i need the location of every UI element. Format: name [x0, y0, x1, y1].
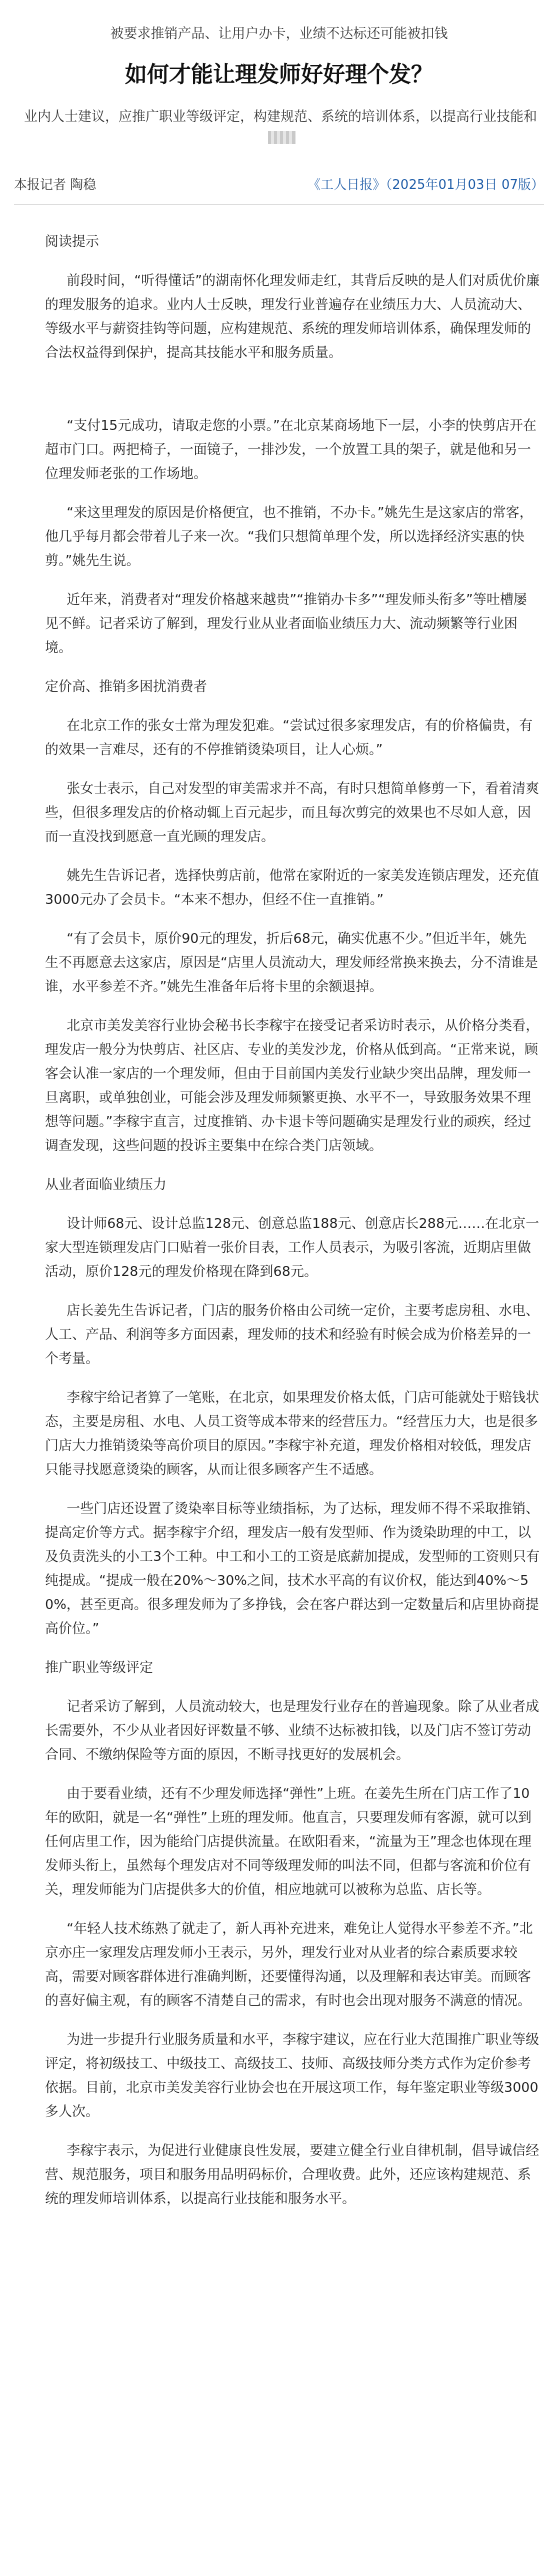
lead-summary [18, 106, 543, 150]
lead-text: 业内人士建议，应推广职业等级评定，构建规范、系统的培训体系，以提高行业技能和 [24, 109, 537, 125]
paragraph: 为进一步提升行业服务质量和水平，李稼宇建议，应在行业大范围推广职业等级评定，将初级技工、中级技工、高级技工、技师、高级技师分类方式作为定价参考依据。目前，北京市美发美容行业协会也在开展这项工作，每年鉴定职业等级3000多人次。 [45, 2032, 540, 2120]
section-heading: 定价高、推销多困扰消费者 [45, 679, 207, 695]
paragraph: 设计师68元、设计总监128元、创意总监188元、创意店长288元……在北京一家大型连锁理发店门口贴着一张价目表，工作人员表示，为吸引客流，近期店里做活动，原价128元的理发价格现在降到68元。 [45, 1216, 540, 1280]
paragraph: 近年来，消费者对“理发价格越来越贵”“推销办卡多”“理发师头衔多”等吐槽屡见不鲜。记者采访了解到，理发行业从业者面临业绩压力大、流动频繁等行业困境。 [45, 592, 528, 656]
byline-bar [14, 172, 544, 200]
page-title: 如何才能让理发师好好理个发？ [124, 63, 433, 88]
divider [14, 204, 544, 205]
paragraph: 由于要看业绩，还有不少理发师选择“弹性”上班。在姜先生所在门店工作了10年的欧阳，就是一名“弹性”上班的理发师。他直言，只要理发师有客源，就可以到任何店里工作，因为能给门店提供流量。在欧阳看来，“流量为王”理念也体现在理发师头衔上，虽然每个理发店对不同等级理发师的叫法不同，但都与客流和价位有关，理发师能为门店提供多大的价值，相应地就可以被称为总监、店长等。 [45, 1786, 532, 1898]
paragraph: 一些门店还设置了烫染率目标等业绩指标，为了达标，理发师不得不采取推销、提高定价等方式。据李稼宇介绍，理发店一般有发型师、作为烫染助理的中工，以及负责洗头的小工3个工种。中工和小工的工资是底薪加提成，发型师的工资则只有纯提成。“提成一般在20%～30%之间，技术水平高的有议价权，能达到40%～50%，甚至更高。很多理发师为了多挣钱，会在客户群达到一定数量后和店里协商提高价位。” [45, 1501, 540, 1637]
paragraph: 北京市美发美容行业协会秘书长李稼宇在接受记者采访时表示，从价格分类看，理发店一般分为快剪店、社区店、专业的美发沙龙，价格从低到高。“正常来说，顾客会认准一家店的一个理发师，但由于目前国内美发行业缺少突出品牌，理发师一旦离职，或单独创业，可能会涉及理发师频繁更换、水平不一，导致服务效果不理想等问题。”李稼宇直言，过度推销、办卡退卡等问题确实是理发行业的顽疾，经过调查发现，这些问题的投诉主要集中在综合类门店领域。 [45, 1018, 540, 1154]
reporter-byline: 本报记者 陶稳 [14, 178, 97, 193]
paragraph: 张女士表示，自己对发型的审美需求并不高，有时只想简单修剪一下，看着清爽些，但很多理发店的价格动辄上百元起步，而且每次剪完的效果也不尽如人意，因而一直没找到愿意一直光顾的理发店。 [45, 781, 540, 845]
paragraph: “年轻人技术练熟了就走了，新人再补充进来，难免让人觉得水平参差不齐。”北京亦庄一家理发店理发师小王表示，另外，理发行业对从业者的综合素质要求较高，需要对顾客群体进行准确判断，还要懂得沟通，以及理解和表达审美。而顾客的喜好偏主观，有的顾客不清楚自己的需求，有时也会出现对服务不满意的情况。 [45, 1921, 533, 2009]
paragraph: 李稼宇给记者算了一笔账，在北京，如果理发价格太低，门店可能就处于赔钱状态，主要是房租、水电、人员工资等成本带来的经营压力。“经营压力大，也是很多门店大力推销烫染等高价项目的原因。”李稼宇补充道，理发价格相对较低，理发店只能寻找愿意烫染的顾客，从而让很多顾客产生不适感。 [45, 1390, 540, 1478]
section-heading: 推广职业等级评定 [45, 1660, 153, 1676]
source-link[interactable]: 《工人日报》（2025年01月03日 07版） [307, 178, 544, 193]
paragraph: 李稼宇表示，为促进行业健康良性发展，要建立健全行业自律机制，倡导诚信经营、规范服务，项目和服务用品明码标价，合理收费。此外，还应该构建规范、系统的理发师培训体系，以提高行业技能和服务水平。 [45, 2143, 540, 2207]
redacted-text-blur [268, 131, 296, 144]
paragraph: 店长姜先生告诉记者，门店的服务价格由公司统一定价，主要考虑房租、水电、人工、产品、利润等多方面因素，理发师的技术和经验有时候会成为价格差异的一个考量。 [45, 1303, 540, 1367]
section-heading: 从业者面临业绩压力 [45, 1177, 167, 1193]
paragraph: “有了会员卡，原价90元的理发，折后68元，确实优惠不少。”但近半年，姚先生不再愿意去这家店，原因是“店里人员流动大，理发师经常换来换去，分不清谁是谁，水平参差不齐。”姚先生准备年后将卡里的余额退掉。 [45, 931, 538, 995]
paragraph: “来这里理发的原因是价格便宜，也不推销，不办卡。”姚先生是这家店的常客，他几乎每月都会带着儿子来一次。“我们只想简单理个发，所以选择经济实惠的快剪。”姚先生说。 [45, 505, 533, 569]
paragraph: 在北京工作的张女士常为理发犯难。“尝试过很多家理发店，有的价格偏贵，有的效果一言难尽，还有的不停推销烫染项目，让人心烦。” [45, 718, 533, 758]
subheadline: 被要求推销产品、让用户办卡，业绩不达标还可能被扣钱 [110, 26, 448, 42]
paragraph: 姚先生告诉记者，选择快剪店前，他常在家附近的一家美发连锁店理发，还充值3000元办了会员卡。“本来不想办，但经不住一直推销。” [45, 868, 540, 908]
paragraph: “支付15元成功，请取走您的小票。”在北京某商场地下一层，小李的快剪店开在超市门口。两把椅子，一面镜子，一排沙发，一个放置工具的架子，就是他和另一位理发师老张的工作场地。 [45, 418, 537, 482]
reading-tip-heading: 阅读提示 [45, 234, 99, 250]
reading-tip-text: 前段时间，“听得懂话”的湖南怀化理发师走红，其背后反映的是人们对质优价廉的理发服务的追求。业内人士反映，理发行业普遍存在业绩压力大、人员流动大、等级水平与薪资挂钩等问题，应构建规范、系统的理发师培训体系，确保理发师的合法权益得到保护，提高其技能水平和服务质量。 [45, 273, 540, 361]
article-body [45, 230, 540, 2211]
paragraph: 记者采访了解到，人员流动较大，也是理发行业存在的普遍现象。除了从业者成长需要外，不少从业者因好评数量不够、业绩不达标被扣钱，以及门店不签订劳动合同、不缴纳保险等方面的原因，不断寻找更好的发展机会。 [45, 1699, 540, 1763]
